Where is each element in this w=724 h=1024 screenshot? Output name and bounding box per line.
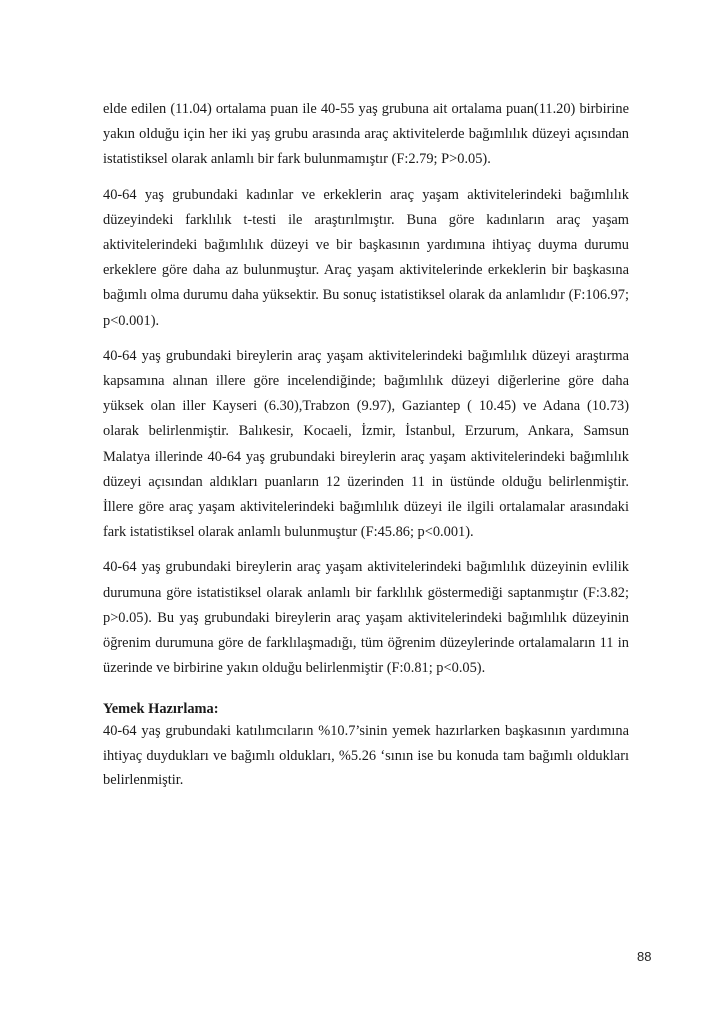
paragraph-age-group-comparison: elde edilen (11.04) ortalama puan ile 40-55 yaş grubuna ait ortalama puan(11.20) birbirine yakın olduğu için her iki yaş grubu arasında araç aktivitelerde bağımlılık düzeyi açısından istatistiksel olarak anlamlı bir fark bulunmamıştır (F:2.79; P>0.05). — [103, 101, 629, 168]
paragraph-province-comparison: 40-64 yaş grubundaki bireylerin araç yaşam aktivitelerindeki bağımlılık düzeyi araştırma kapsamına alınan illere göre incelendiğinde; bağımlılık düzeyi diğerlerine göre daha yüksek olan iller Kayseri (6.30),Trabzon (9.97), Gaziantep ( 10.45) ve Adana (10.73) olarak belirlenmiştir. Balıkesir, Kocaeli, İzmir, İstanbul, Erzurum, Ankara, Samsun Malatya illerinde 40-64 yaş grubundaki bireylerin araç yaşam aktivitelerindeki bağımlılık düzeyi açısından aldıkları puanların 12 üzerinden 11 in üstünde olduğu belirlenmiştir. İllere göre araç yaşam aktivitelerindeki bağımlılık düzeyi ile ilgili ortalamalar arasındaki fark istatistiksel olarak anlamlı bulunmuştur (F:45.86; p<0.001). — [103, 347, 629, 541]
paragraph-gender-comparison: 40-64 yaş grubundaki kadınlar ve erkeklerin araç yaşam aktivitelerindeki bağımlılık düzeyindeki farklılık t-testi ile araştırılmıştır. Buna göre kadınların araç yaşam aktivitelerindeki bağımlılık düzeyi ve bir başkasının yardımına ihtiyaç duyma durumu erkeklere göre daha az bulunmuştur. Araç yaşam aktivitelerinde erkeklerin bir başkasına bağımlı olma durumu daha yüksektir. Bu sonuç istatistiksel olarak da anlamlıdır (F:106.97; p<0.001). — [103, 186, 629, 329]
paragraph-marital-education: 40-64 yaş grubundaki bireylerin araç yaşam aktivitelerindeki bağımlılık düzeyinin evlilik durumuna göre istatistiksel olarak anlamlı bir farklılık göstermediği saptanmıştır (F:3.82; p>0.05). Bu yaş grubundaki bireylerin araç yaşam aktivitelerindeki bağımlılık düzeyinin öğrenim durumuna göre de farklılaşmadığı, tüm öğrenim düzeylerinde ortalamaların 11 in üzerinde ve birbirine yakın olduğu belirlenmiştir (F:0.81; p<0.05). — [103, 559, 629, 677]
paragraph-meal-preparation: 40-64 yaş grubundaki katılımcıların %10.7’sinin yemek hazırlarken başkasının yardımına ihtiyaç duydukları ve bağımlı oldukları, %5.26 ‘sının ise bu konuda tam bağımlı oldukları belirlenmiştir. — [103, 723, 629, 789]
document-page — [103, 97, 629, 803]
section-heading-meal-preparation: Yemek Hazırlama: — [103, 701, 219, 718]
page-number: 88 — [637, 949, 652, 964]
